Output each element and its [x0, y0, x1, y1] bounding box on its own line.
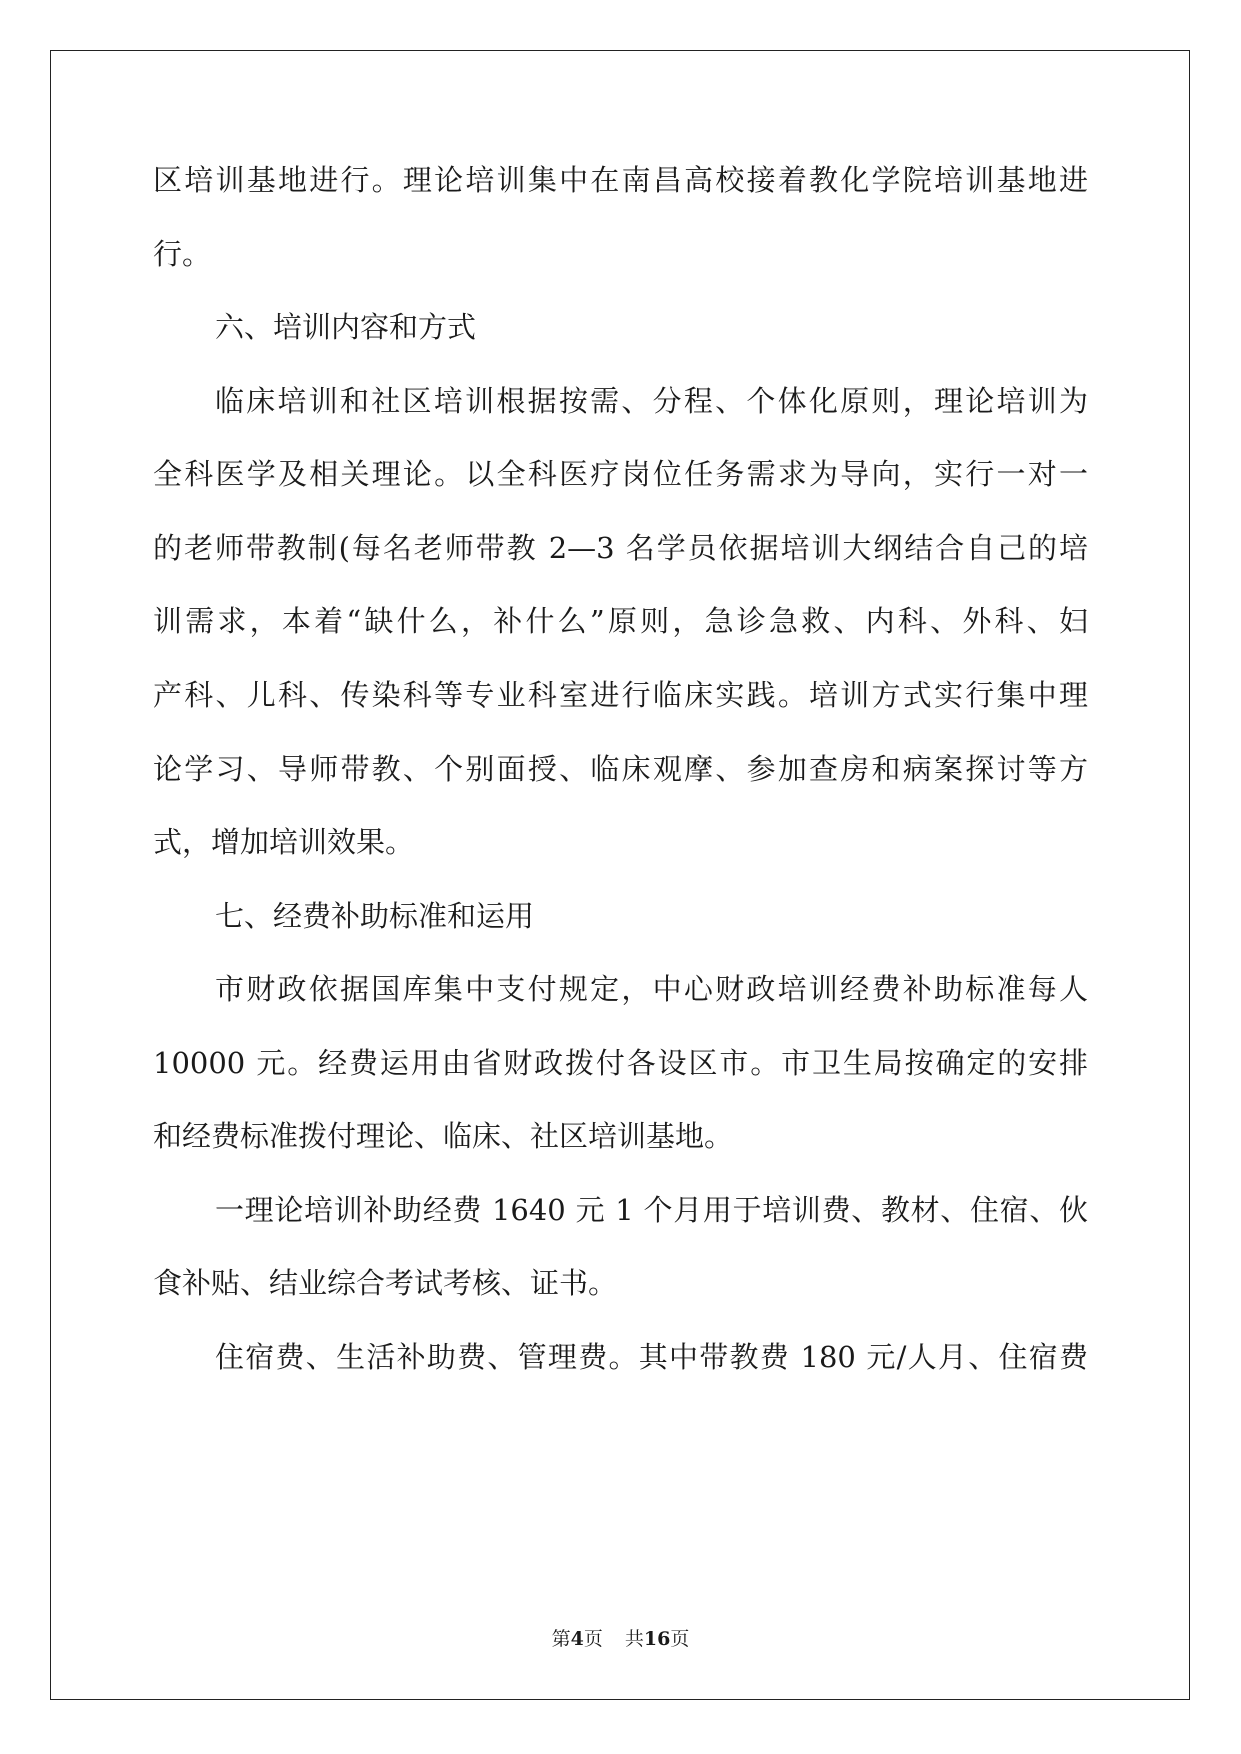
text-line: 式，增加培训效果。: [153, 825, 415, 859]
total-suffix: 页: [670, 1628, 690, 1650]
page-suffix: 页: [583, 1628, 603, 1650]
total-prefix: 共: [624, 1628, 644, 1650]
section-heading: 七、经费补助标准和运用: [215, 899, 535, 933]
text-line: 食补贴、结业综合考试考核、证书。: [153, 1266, 618, 1300]
page-footer: [0, 1627, 1241, 1651]
text-line: 产科、儿科、传染科等专业科室进行临床实践。培训方式实行集中理: [153, 678, 1088, 712]
text-line: 行。: [153, 237, 212, 271]
section-heading: 六、培训内容和方式: [215, 310, 477, 344]
total-pages: 16: [643, 1628, 671, 1650]
text-line: 住宿费、生活补助费、管理费。其中带教费 180 元/人月、住宿费: [215, 1340, 1088, 1374]
text-line: 10000 元。经费运用由省财政拨付各设区市。市卫生局按确定的安排: [153, 1046, 1088, 1080]
text-line: 临床培训和社区培训根据按需、分程、个体化原则，理论培训为: [215, 384, 1088, 418]
text-line: 和经费标准拨付理论、临床、社区培训基地。: [153, 1119, 734, 1153]
page-border: [50, 50, 1190, 1700]
page-number: 4: [570, 1628, 584, 1650]
text-line: 论学习、导师带教、个别面授、临床观摩、参加查房和病案探讨等方: [153, 752, 1088, 786]
text-line: 训需求，本着“缺什么，补什么”原则，急诊急救、内科、外科、妇: [153, 604, 1088, 638]
page-prefix: 第: [551, 1628, 571, 1650]
text-line: 区培训基地进行。理论培训集中在南昌高校接着教化学院培训基地进: [153, 163, 1088, 197]
text-line: 全科医学及相关理论。以全科医疗岗位任务需求为导向，实行一对一: [153, 457, 1088, 491]
text-line: 的老师带教制(每名老师带教 2—3 名学员依据培训大纲结合自己的培: [153, 531, 1088, 565]
text-line: 一理论培训补助经费 1640 元 1 个月用于培训费、教材、住宿、伙: [215, 1193, 1088, 1227]
text-line: 市财政依据国库集中支付规定，中心财政培训经费补助标准每人: [215, 972, 1088, 1006]
